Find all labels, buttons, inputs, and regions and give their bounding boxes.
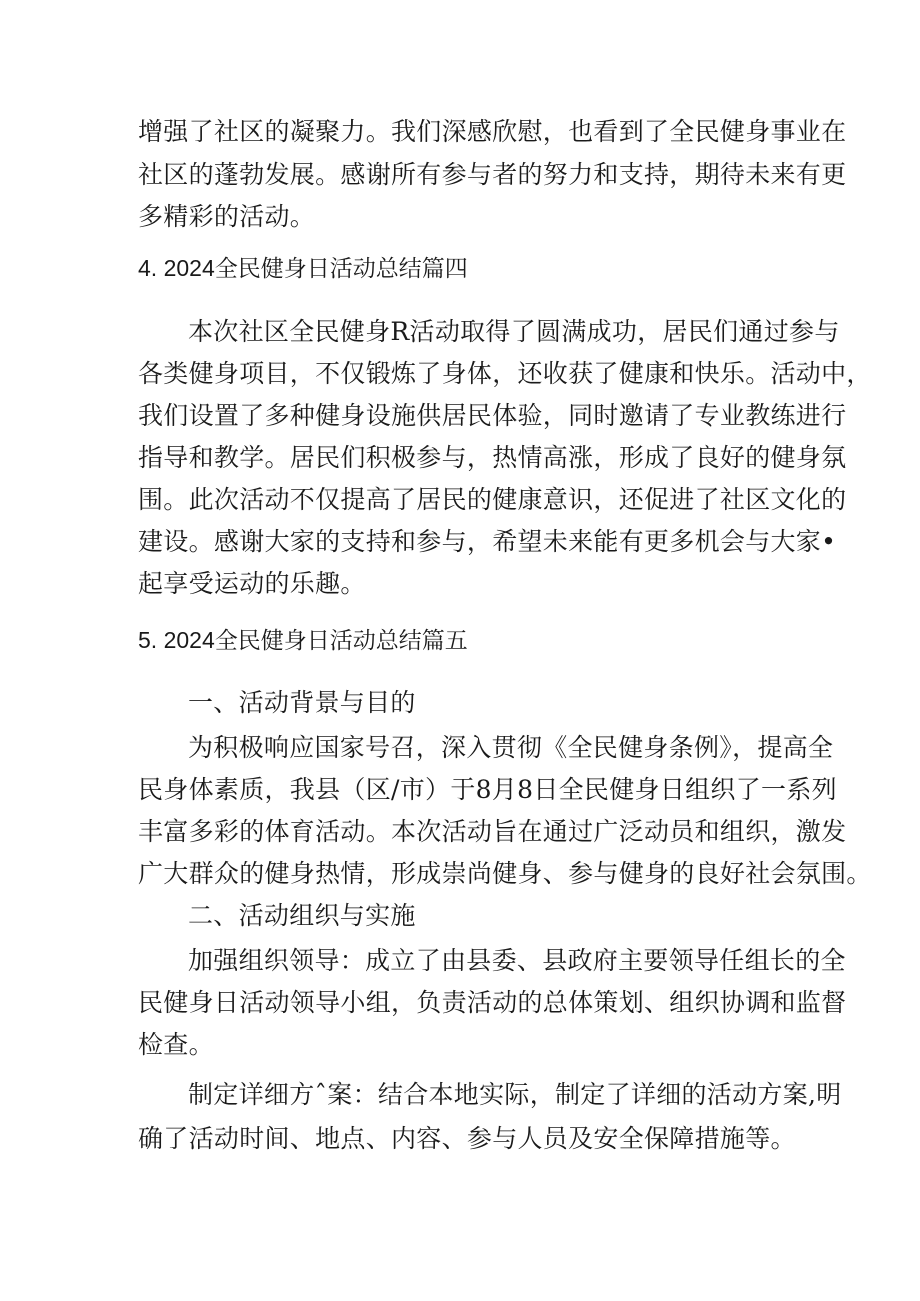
section4-heading: 4. 2024全民健身日活动总结篇四 bbox=[138, 255, 468, 281]
section5-para2-line-1: 加强组织领导：成立了由县委、县政府主要领导任组长的全 bbox=[188, 946, 846, 975]
section5-para1-line-3: 丰富多彩的体育活动。本次活动旨在通过广泛动员和组织，激发 bbox=[138, 817, 847, 846]
intro-line-1: 增强了社区的凝聚力。我们深感欣慰，也看到了全民健身事业在 bbox=[138, 117, 847, 146]
section4-line-7: 起享受运动的乐趣。 bbox=[138, 569, 366, 598]
section5-para3-line-2: 确了活动时间、地点、内容、参与人员及安全保障措施等。 bbox=[138, 1124, 796, 1153]
section4-line-2: 各类健身项目，不仅锻炼了身体，还收获了健康和快乐。活动中， bbox=[138, 359, 872, 388]
section4-line-3: 我们设置了多种健身设施供居民体验，同时邀请了专业教练进行 bbox=[138, 401, 847, 430]
section5-para1-line-2: 民身体素质，我县（区/市）于8月8日全民健身日组织了一系列 bbox=[138, 775, 837, 804]
section4-line-4: 指导和教学。居民们积极参与，热情高涨，形成了良好的健身氛 bbox=[138, 443, 847, 472]
intro-line-3: 多精彩的活动。 bbox=[138, 202, 316, 231]
section5-para3-line-1: 制定详细方ˆ案：结合本地实际，制定了详细的活动方案,明 bbox=[188, 1080, 842, 1109]
section4-line-5: 围。此次活动不仅提高了居民的健康意识，还促进了社区文化的 bbox=[138, 485, 847, 514]
section4-line-6: 建设。感谢大家的支持和参与，希望未来能有更多机会与大家• bbox=[138, 527, 837, 556]
section4-line-1: 本次社区全民健身R活动取得了圆满成功，居民们通过参与 bbox=[188, 317, 840, 346]
section5-para2-line-2: 民健身日活动领导小组，负责活动的总体策划、组织协调和监督 bbox=[138, 988, 847, 1017]
intro-line-2: 社区的蓬勃发展。感谢所有参与者的努力和支持，期待未来有更 bbox=[138, 160, 847, 189]
section5-sub1: 一、活动背景与目的 bbox=[188, 688, 416, 717]
section5-sub2: 二、活动组织与实施 bbox=[188, 901, 416, 930]
section5-para2-line-3: 检查。 bbox=[138, 1030, 214, 1059]
section5-heading: 5. 2024全民健身日活动总结篇五 bbox=[138, 627, 468, 653]
section5-para1-line-1: 为积极响应国家号召，深入贯彻《全民健身条例》，提高全 bbox=[188, 733, 834, 762]
section5-para1-line-4: 广大群众的健身热情，形成崇尚健身、参与健身的良好社会氛围。 bbox=[138, 859, 872, 888]
